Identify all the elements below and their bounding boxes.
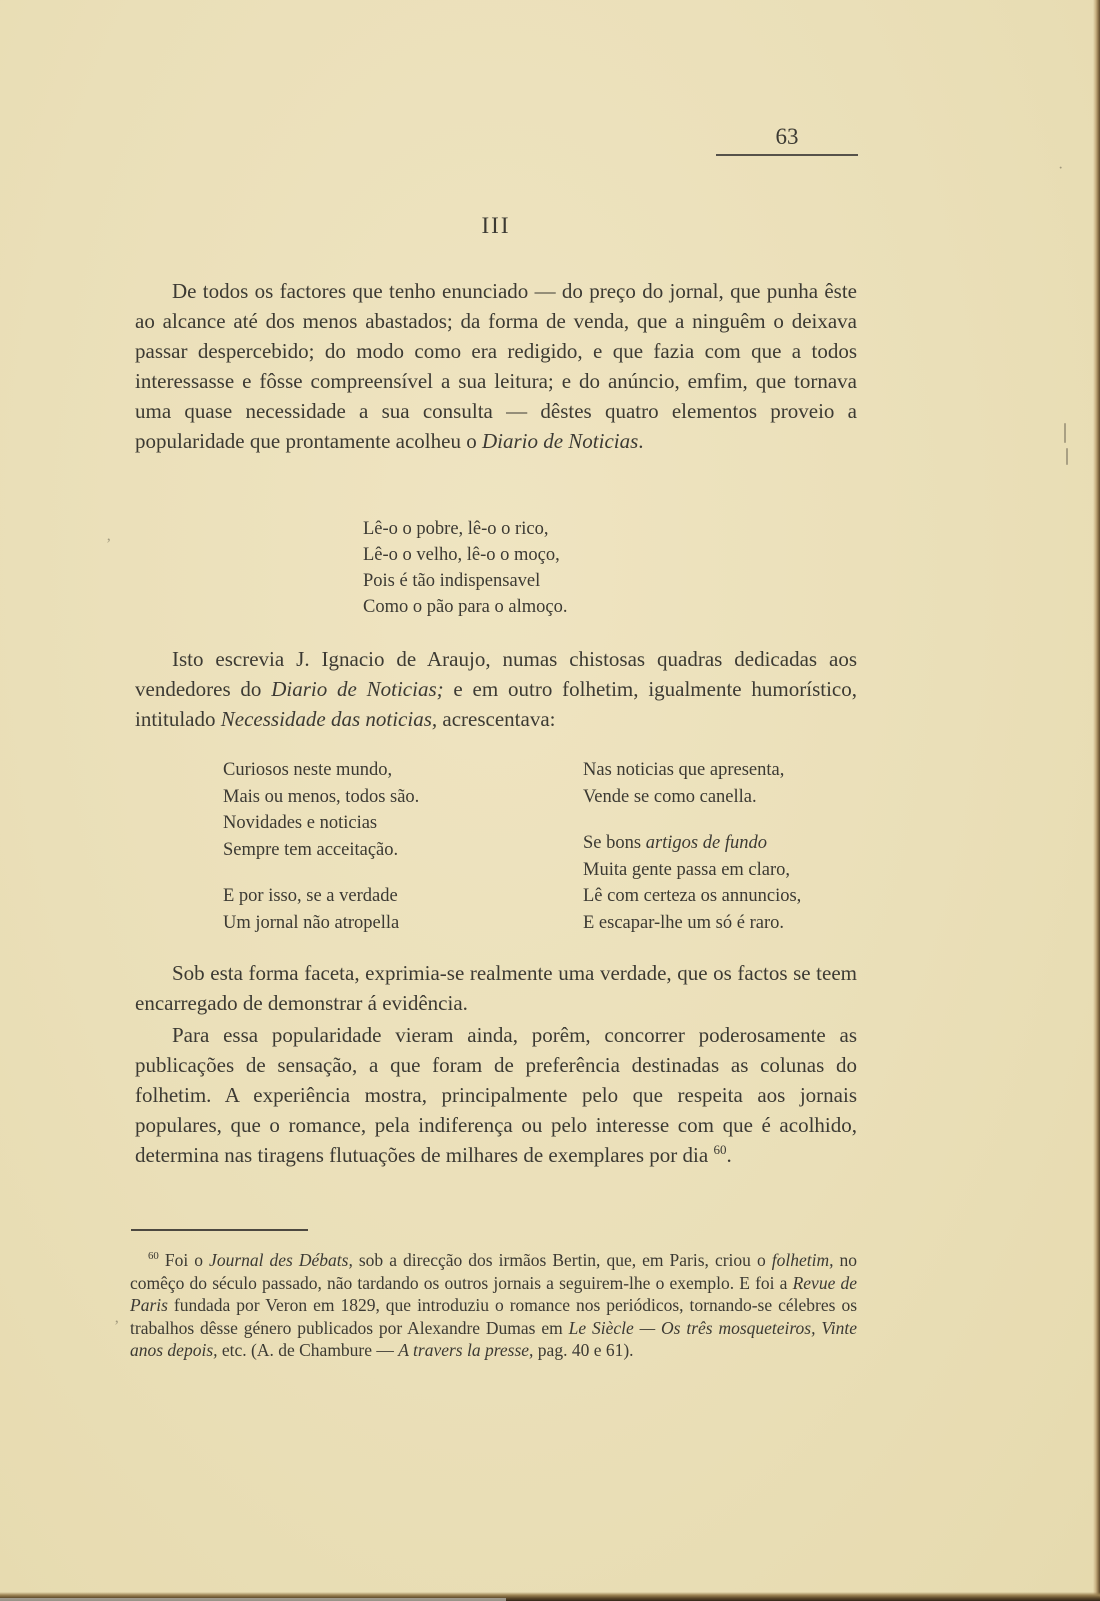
paragraph-3: Sob esta forma faceta, exprimia-se realmente uma verdade, que os factos se teem encarregado de demonstrar á evidência. (135, 961, 857, 1015)
footnote (130, 1249, 857, 1362)
scan-artifact (1064, 423, 1066, 443)
page-number-block (716, 124, 858, 156)
paragraph-2-italic-2: Necessidade das noticias, (220, 707, 438, 731)
poem-stanza (583, 830, 801, 936)
paragraph-2-italic-1: Diario de Noticias; (271, 677, 444, 701)
footnote-italic-3: Revue de Paris (130, 1272, 857, 1316)
poem-line: Muita gente passa em claro, (583, 859, 791, 880)
paragraph-2-text-2: e em outro folhetim, igualmente humorístico, intitulado (135, 677, 857, 731)
paragraph-1-italic: Diario de Noticias (481, 429, 639, 453)
poem-line: E escapar-lhe um só é raro. (583, 912, 784, 933)
paragraph-1-end: . (638, 429, 644, 453)
paragraph-2-text: Isto escrevia J. Ignacio de Araujo, numas chistosas quadras dedicadas aos vendedores do (135, 647, 857, 701)
poem-quote-1 (363, 516, 567, 620)
scan-artifact (1066, 448, 1068, 465)
poem-line: Novidades e noticias (223, 813, 378, 833)
footnote-italic-2: folhetim, (771, 1250, 834, 1270)
scan-artifact: ’ (114, 1318, 120, 1335)
footnote-text-1: Foi o (158, 1250, 210, 1270)
poem-line: Pois é tão indispensavel (363, 571, 541, 591)
poem-stanza (223, 757, 419, 863)
page-number: 63 (775, 124, 799, 149)
footnote-italic-4: Le Siècle — Os três mosqueteiros, Vinte anos depois, (130, 1317, 857, 1361)
poem-line: Lê com certeza os annuncios, (583, 886, 802, 906)
poem-line: Nas noticias que apresenta, (583, 760, 785, 780)
poem-line: Como o pão para o almoço. (363, 597, 568, 617)
footnote-number: 60 (148, 1250, 159, 1263)
page-edge-right (1093, 0, 1100, 1601)
poem-line: Curiosos neste mundo, (223, 760, 393, 780)
footnote-italic-1: Journal des Débats, (209, 1250, 353, 1270)
poem-line-text: Se bons (583, 833, 646, 853)
paragraph-1-text: De todos os factores que tenho enunciado — do preço do jornal, que punha êste ao alcance até dos menos abastados; da forma de venda, que a ninguêm o deixava passar despercebido; do modo como era redigido, e que fazia com que a todos interessasse e fôsse compreensível a sua leitura; e do anúncio, emfim, que tornava uma quase necessidade a sua consulta — dêstes quatro elementos proveio a popularidade que prontamente acolheu o (135, 279, 857, 453)
poem-stanza (223, 883, 419, 936)
footnote-text-5: etc. (A. de Chambure — (217, 1340, 399, 1361)
poem-line: Um jornal não atropella (223, 912, 400, 933)
footnote-reference: 60 (713, 1142, 727, 1157)
paragraph-4 (135, 1020, 857, 1170)
poem-line: Mais ou menos, todos são. (223, 786, 420, 807)
poem-line: E por isso, se a verdade (223, 886, 398, 906)
poem-column-left (223, 757, 419, 936)
section-heading: III (481, 213, 511, 238)
footnote-rule (131, 1229, 308, 1231)
paragraph-2-end: acrescentava: (437, 707, 556, 731)
poem-column-right (583, 757, 801, 936)
footnote-text-3: no comêço do século passado, não tardando os outros jornais a seguirem-lhe o exemplo. E foi a (130, 1250, 858, 1293)
poem-line: Sempre tem acceitação. (223, 839, 399, 860)
paragraph-1 (135, 276, 857, 456)
poem-line: Lê-o o pobre, lê-o o rico, (363, 519, 549, 539)
footnote-text-6: pag. 40 e 61). (533, 1340, 634, 1361)
paragraph-4-end: . (726, 1143, 732, 1167)
paragraph-4-text: Para essa popularidade vieram ainda, porêm, concorrer poderosamente as publicações de sensação, a que foram de preferência destinadas as colunas do folhetim. A experiência mostra, principalmente pelo que respeita aos jornais populares, que o romance, pela indiferença ou pelo interesse com que é acolhido, determina nas tiragens flutuações de milhares de exemplares por dia (135, 1023, 857, 1167)
footnote-text-2: sob a direcção dos irmãos Bertin, que, em Paris, criou o (352, 1250, 772, 1270)
footnote-text-4: fundada por Veron em 1829, que introduziu o romance nos periódicos, tornando-se célebres os trabalhos dêsse género publicados por Alexandre Dumas em (130, 1295, 857, 1338)
poem-line: Vende se como canella. (583, 786, 757, 807)
paragraph-2 (135, 644, 857, 734)
poem-line-italic: artigos de fundo (645, 833, 767, 853)
poem-line (583, 830, 801, 857)
poem-stanza (583, 757, 801, 810)
footnote-italic-5: A travers la presse, (398, 1340, 534, 1361)
poem-line: Lê-o o velho, lê-o o moço, (363, 545, 560, 565)
scan-artifact: · (1058, 160, 1064, 177)
scan-artifact: ’ (106, 536, 112, 553)
